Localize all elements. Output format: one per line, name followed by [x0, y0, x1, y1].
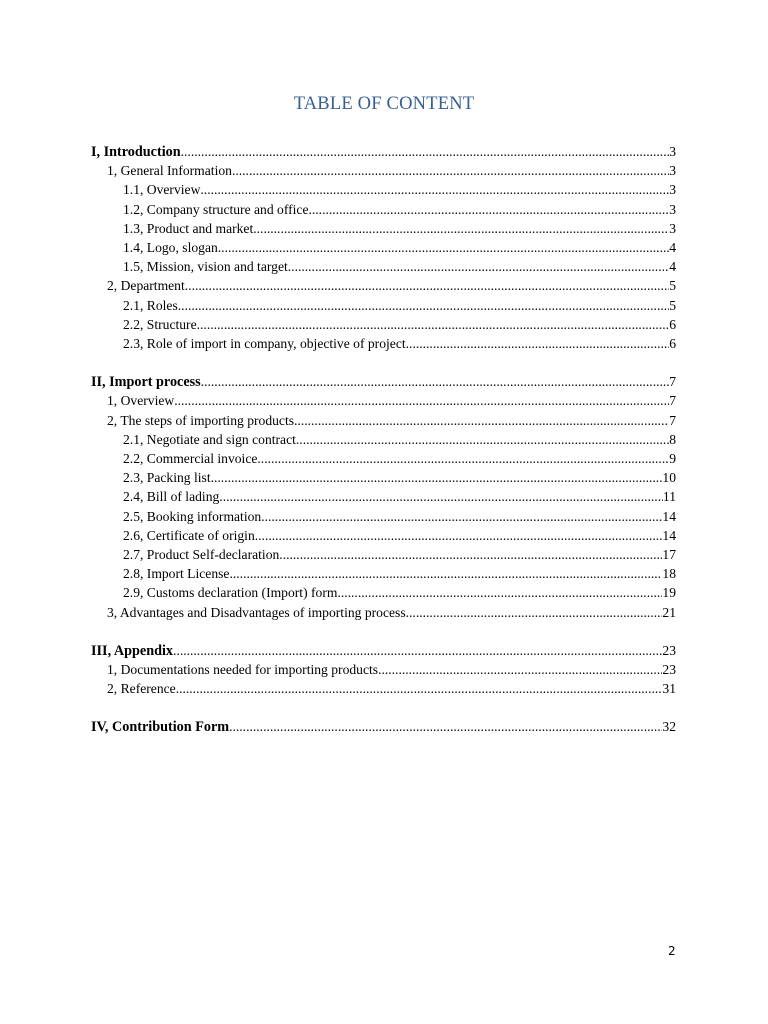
- toc-item-entry[interactable]: [123, 257, 676, 276]
- toc-entry-label: 2.3, Role of import in company, objective of project: [123, 336, 406, 351]
- toc-dot-leader: [279, 545, 662, 564]
- toc-entry-page: 23: [662, 643, 676, 658]
- toc-dot-leader: [181, 142, 670, 161]
- toc-item-entry[interactable]: [123, 430, 676, 449]
- toc-entry-label: 2.6, Certificate of origin: [123, 528, 255, 543]
- toc-dot-leader: [406, 603, 663, 622]
- toc-dot-leader: [201, 372, 670, 391]
- toc-entry-label: 2, Reference: [107, 681, 176, 696]
- toc-entry-page: 3: [669, 221, 676, 236]
- toc-entry-label: I, Introduction: [91, 144, 181, 160]
- toc-entry-page: 18: [662, 566, 676, 581]
- toc-entry-label: 2.1, Negotiate and sign contract: [123, 432, 296, 447]
- toc-entry-label: 2.2, Commercial invoice: [123, 451, 258, 466]
- toc-entry-page: 19: [662, 585, 676, 600]
- toc-entry-label: 1.4, Logo, slogan: [123, 240, 218, 255]
- toc-entry-page: 6: [669, 336, 676, 351]
- toc-dot-leader: [229, 564, 662, 583]
- toc-entry-label: II, Import process: [91, 374, 201, 390]
- toc-entry-label: 1.5, Mission, vision and target: [123, 259, 288, 274]
- toc-subsection-entry[interactable]: [107, 391, 676, 410]
- toc-item-entry[interactable]: [123, 334, 676, 353]
- toc-entry-page: 32: [662, 719, 676, 734]
- toc-entry-label: 2.3, Packing list: [123, 470, 211, 485]
- toc-dot-leader: [211, 468, 663, 487]
- toc-dot-leader: [174, 391, 669, 410]
- toc-entry-label: 1, Overview: [107, 393, 175, 408]
- toc-dot-leader: [218, 238, 669, 257]
- toc-entry-label: 1.1, Overview: [123, 182, 201, 197]
- toc-subsection-entry[interactable]: [107, 603, 676, 622]
- page-number: 2: [668, 944, 676, 958]
- toc-entry-page: 10: [662, 470, 676, 485]
- toc-subsection-entry[interactable]: [107, 660, 676, 679]
- toc-item-entry[interactable]: [123, 296, 676, 315]
- toc-entry-page: 7: [669, 393, 676, 408]
- toc-entry-page: 31: [662, 681, 676, 696]
- toc-entry-page: 6: [669, 317, 676, 332]
- toc-subsection-entry[interactable]: [107, 411, 676, 430]
- toc-entry-page: 4: [669, 259, 676, 274]
- toc-item-entry[interactable]: [123, 526, 676, 545]
- toc-dot-leader: [176, 679, 663, 698]
- toc-entry-label: 2.1, Roles: [123, 298, 178, 313]
- toc-subsection-entry[interactable]: [107, 161, 676, 180]
- toc-entry-page: 7: [669, 413, 676, 428]
- toc-dot-leader: [200, 180, 669, 199]
- toc-dot-leader: [255, 526, 663, 545]
- toc-dot-leader: [337, 583, 662, 602]
- toc-entry-page: 23: [662, 662, 676, 677]
- toc-section-entry[interactable]: [91, 717, 676, 736]
- toc-entry-label: 2.7, Product Self-declaration: [123, 547, 280, 562]
- toc-entry-page: 4: [669, 240, 676, 255]
- toc-dot-leader: [261, 507, 662, 526]
- toc-entry-label: IV, Contribution Form: [91, 719, 230, 735]
- toc-entry-label: 2.4, Bill of lading: [123, 489, 220, 504]
- toc-item-entry[interactable]: [123, 315, 676, 334]
- toc-entry-label: 1.2, Company structure and office: [123, 202, 309, 217]
- toc-item-entry[interactable]: [123, 583, 676, 602]
- toc-entry-page: 21: [662, 605, 676, 620]
- toc-entry-label: 2.8, Import License: [123, 566, 230, 581]
- toc-entry-page: 5: [669, 278, 676, 293]
- toc-dot-leader: [197, 315, 670, 334]
- toc-entry-page: 14: [662, 528, 676, 543]
- toc-subsection-entry[interactable]: [107, 679, 676, 698]
- toc-item-entry[interactable]: [123, 507, 676, 526]
- toc-dot-leader: [173, 641, 662, 660]
- toc-entry-page: 8: [669, 432, 676, 447]
- toc-entry-label: 3, Advantages and Disadvantages of importing process: [107, 605, 406, 620]
- toc-entry-page: 5: [669, 298, 676, 313]
- toc-dot-leader: [229, 717, 662, 736]
- toc-entry-page: 17: [662, 547, 676, 562]
- toc-entry-label: 1, General Information: [107, 163, 232, 178]
- toc-item-entry[interactable]: [123, 219, 676, 238]
- toc-entry-page: 3: [669, 163, 676, 178]
- toc-section-entry[interactable]: [91, 372, 676, 391]
- toc-dot-leader: [257, 449, 669, 468]
- toc-section-entry[interactable]: [91, 641, 676, 660]
- toc-entry-page: 9: [669, 451, 676, 466]
- toc-item-entry[interactable]: [123, 564, 676, 583]
- toc-dot-leader: [378, 660, 662, 679]
- toc-item-entry[interactable]: [123, 200, 676, 219]
- toc-dot-leader: [288, 257, 669, 276]
- toc-item-entry[interactable]: [123, 449, 676, 468]
- toc-entry-page: 7: [669, 374, 676, 389]
- toc-entry-label: 2.2, Structure: [123, 317, 197, 332]
- toc-entry-label: 2, The steps of importing products: [107, 413, 295, 428]
- toc-entry-label: III, Appendix: [91, 643, 174, 659]
- toc-section-entry[interactable]: [91, 142, 676, 161]
- toc-entry-page: 3: [669, 202, 676, 217]
- toc-item-entry[interactable]: [123, 545, 676, 564]
- toc-entry-label: 2, Department: [107, 278, 185, 293]
- toc-entry-page: 11: [662, 489, 676, 504]
- toc-dot-leader: [219, 487, 663, 506]
- toc-subsection-entry[interactable]: [107, 276, 676, 295]
- toc-entry-page: 3: [669, 182, 676, 197]
- toc-entry-page: 14: [662, 509, 676, 524]
- toc-entry-label: 2.9, Customs declaration (Import) form: [123, 585, 338, 600]
- toc-dot-leader: [185, 276, 669, 295]
- toc-dot-leader: [178, 296, 669, 315]
- toc-dot-leader: [253, 219, 669, 238]
- toc-dot-leader: [294, 411, 669, 430]
- toc-item-entry[interactable]: [123, 468, 676, 487]
- toc-item-entry[interactable]: [123, 487, 676, 506]
- toc-dot-leader: [232, 161, 669, 180]
- page-title: TABLE OF CONTENT: [293, 94, 475, 114]
- toc-dot-leader: [406, 334, 670, 353]
- toc-entry-label: 1.3, Product and market: [123, 221, 254, 236]
- toc-entry-label: 2.5, Booking information: [123, 509, 262, 524]
- toc-dot-leader: [308, 200, 669, 219]
- toc-entry-page: 3: [669, 144, 676, 159]
- toc-item-entry[interactable]: [123, 238, 676, 257]
- toc-item-entry[interactable]: [123, 180, 676, 199]
- toc-entry-label: 1, Documentations needed for importing products: [107, 662, 379, 677]
- toc-dot-leader: [296, 430, 669, 449]
